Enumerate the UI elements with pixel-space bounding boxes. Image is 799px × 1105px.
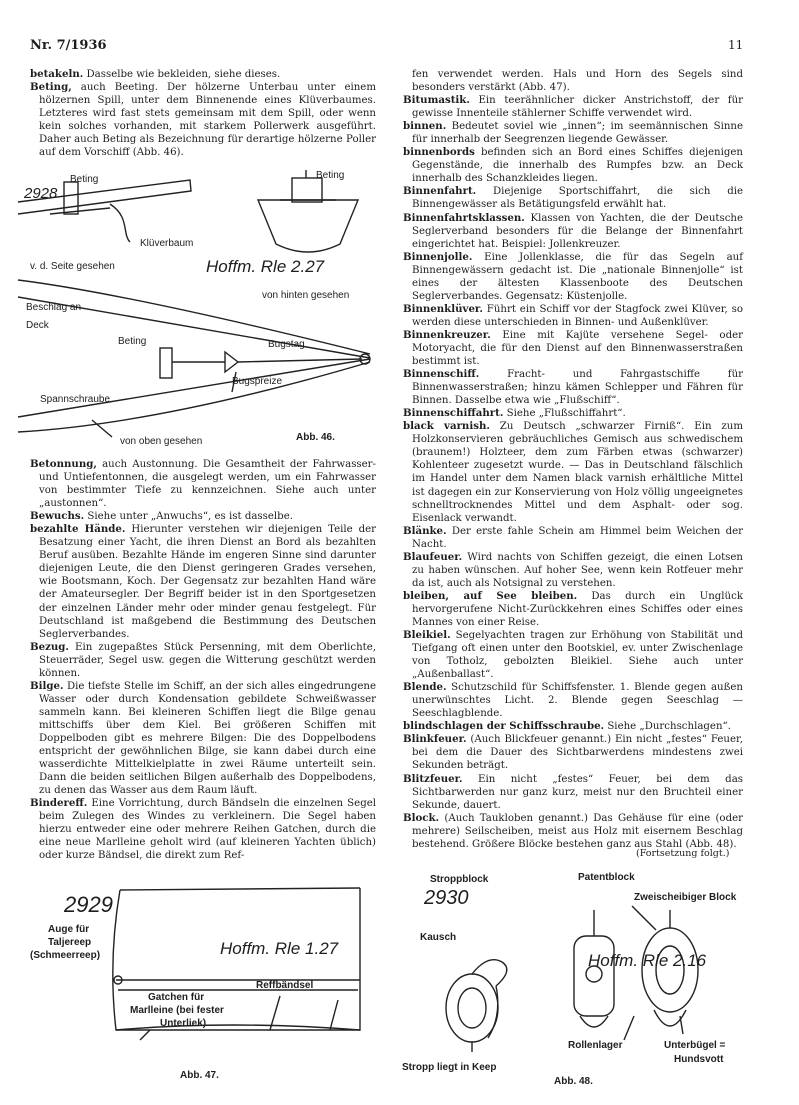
- label-kluverbaum: Klüverbaum: [140, 238, 194, 249]
- entry: [403, 212, 743, 251]
- label-kausch: Kausch: [420, 932, 457, 943]
- entry: [403, 94, 743, 120]
- entry-term: Bezug.: [30, 640, 69, 653]
- entry-text: auch Beeting. Der hölzerne Unterbau unter einem hölzernen Spill, unter dem Binnenende eines Klüverbaumes. Letzteres wird fast stets gemeinsam mit dem Spill, oder wenn kein solches vorhanden, mit starkem Pollerwerk ausgeführt. Daher auch Beting als Bezeichnung für derartige hölzerne Poller auf dem Vorschiff (Abb. 46).: [39, 82, 376, 159]
- label-side-view: v. d. Seite gesehen: [30, 261, 115, 272]
- entry-term: betakeln.: [30, 68, 84, 80]
- entry-text: Wird nachts von Schiffen gezeigt, die einen Lotsen zu haben wünschen. Auf hoher See, wenn kein Rotfeuer mehr da ist, auch als Notsignal zu verstehen.: [412, 551, 743, 589]
- entry-text: Bedeutet soviel wie „innen“; im seemännischen Sinne für innerhalb der Seegrenzen liegende Gewässer.: [412, 121, 743, 146]
- entry-term: Blitzfeuer.: [403, 772, 463, 785]
- handwritten-number-46: 2928: [24, 185, 58, 202]
- label-bugspreize: Bugspreize: [232, 376, 283, 387]
- label-auge: Auge für: [48, 924, 90, 935]
- label-stropp: Stropp liegt in Keep: [402, 1062, 497, 1073]
- label-rollenlager: Rollenlager: [568, 1040, 623, 1051]
- entry-term: blindschlagen der Schiffsschraube.: [403, 720, 605, 733]
- entry-term: Binnenschiffahrt.: [403, 407, 504, 420]
- entry: [403, 303, 743, 329]
- entry-text: Führt ein Schiff vor der Stagfock zwei Klüver, so werden diese unterschieden in Binnen- und Außenklüver.: [412, 303, 743, 328]
- entry-term: bleiben, auf See bleiben.: [403, 589, 578, 602]
- entry: [403, 551, 743, 590]
- entry: [403, 812, 743, 851]
- entry-text: Eine Jollenklasse, die für das Segeln auf Binnengewässern gedacht ist. Die „nationale Binnenjolle“ ist eines der ältesten Klassenboote des Deutschen Seglerverbandes. Gegensatz: Küstenjolle.: [412, 251, 743, 302]
- entry-term: Blaufeuer.: [403, 550, 463, 563]
- entry: [403, 681, 743, 720]
- label-zweischeibig: Zweischeibiger Block: [634, 892, 737, 903]
- page-number: 11: [728, 38, 744, 52]
- entry: [403, 251, 743, 303]
- entry-text: befinden sich an Bord eines Schiffes diejenigen Gegenstände, die innerhalb des Rumpfes bzw. an Deck innerhalb des Schanzkleides liegen.: [412, 147, 743, 185]
- label-unterbugel-2: Hundsvott: [674, 1054, 724, 1065]
- continuation-note: (Fortsetzung folgt.): [636, 848, 730, 859]
- entry-term: Bilge.: [30, 679, 64, 692]
- label-top-view: von oben gesehen: [120, 436, 203, 447]
- left-column-bottom: [30, 458, 376, 862]
- entry-text: Dasselbe wie bekleiden, siehe dieses.: [83, 69, 281, 80]
- entry: [30, 523, 376, 640]
- figure-46-drawing: [10, 162, 382, 452]
- entry-text: Zu Deutsch „schwarzer Firniß“. Ein zum Holzkonservieren gebräuchliches Gemisch aus schwedischem (braunem!) Holzteer, dem zum Färben etwas (schwarzer) Kohlenteer zugesetzt wurde. — Das in Deutschland fälschlich im Handel unter dem Namen black varnish erhältliche Mittel ist dagegen ein zur Konservierung von Holz völlig ungeeignetes schnelltrocknendes Mittel und dem Asphalt- oder sog. Eisenlack verwandt.: [412, 421, 743, 524]
- entry-term: Betonnung,: [30, 458, 97, 470]
- entry-term: Binnenfahrtsklassen.: [403, 211, 525, 224]
- entry: [403, 146, 743, 185]
- entry-term: Blende.: [403, 681, 447, 694]
- entry-term: Binnenkreuzer.: [403, 328, 491, 341]
- entry-term: Binnenklüver.: [403, 302, 483, 315]
- label-unterbugel-1: Unterbügel =: [664, 1040, 726, 1051]
- entry: [403, 773, 743, 812]
- entry-term: Binnenschiff.: [403, 368, 480, 381]
- handwritten-number-47: 2929: [64, 892, 113, 917]
- label-beschlag: Beschlag an: [26, 302, 82, 313]
- entry-text: Das durch ein Unglück hervorgerufene Nicht-Zurückkehren eines Schiffes oder eines Mannes von einer Reise.: [412, 590, 743, 628]
- entry: [403, 368, 743, 407]
- entry: [403, 525, 743, 551]
- entry-text: Ein nicht „festes“ Feuer, bei dem das Sichtbarwerden nur ganz kurz, meist nur den Bruchteil einer Sekunde, dauert.: [412, 773, 743, 811]
- figure-46: [10, 162, 382, 452]
- label-beting-back: Beting: [316, 170, 345, 181]
- figure-48-caption: Abb. 48.: [554, 1076, 593, 1087]
- label-spannschraube: Spannschraube: [40, 394, 111, 405]
- label-patentblock: Patentblock: [578, 872, 635, 883]
- label-reffbandsel: Reffbändsel: [256, 980, 314, 991]
- entry-term: Binnenjolle.: [403, 250, 473, 263]
- entry-term: Blänke.: [403, 524, 447, 537]
- entry-text: (Auch Taukloben genannt.) Das Gehäuse für eine (oder mehrere) Seilscheiben, meist aus Holz mit eisernem Beschlag bestehend. Größere Blöcke bestehen ganz aus Stahl (Abb. 48).: [412, 812, 743, 850]
- figure-48: [398, 866, 778, 1090]
- entry-text: Ein teerähnlicher dicker Anstrichstoff, der für gewisse Innenteile stählerner Schiffe verwendet wird.: [412, 95, 743, 120]
- entry-text: Segelyachten tragen zur Erhöhung von Stabilität und Tiefgang oft einen unter den Bootskiel, ev. unter Zwischenlage von Totholz, gebolzten Bleikiel. Siehe auch unter „Außenballast“.: [412, 630, 743, 681]
- entry-term: Bewuchs.: [30, 510, 85, 523]
- entry-continuation: fen verwendet werden. Hals und Horn des Segels sind besonders verstärkt (Abb. 47).: [412, 69, 743, 94]
- entry-text: Der erste fahle Schein am Himmel beim Weichen der Nacht.: [412, 525, 743, 550]
- label-gatchen-2: Marlleine (bei fester: [130, 1005, 224, 1016]
- entry: [30, 81, 376, 159]
- entry-text: Eine Vorrichtung, durch Bändseln die einzelnen Segel beim Zulegen des Windes zu verkleinern. Die Segel haben hierzu entweder eine oder mehrere Reihen Gatchen, durch die eine neue Marlleine geholt wird (auf kleineren Yachten üblich) oder kurze Bändsel, die direkt zum Ref-: [39, 798, 376, 862]
- entry-text: Fracht- und Fahrgastschiffe für Binnenwasserstraßen; hinzu kämen Schlepper und Fähren für Binnen. Dasselbe etwa wie „Flußschiff“.: [412, 369, 743, 407]
- entry: [403, 629, 743, 681]
- handwritten-signature-48: Hoffm. Rle 2.16: [588, 951, 707, 970]
- entry-term: binnenbords: [403, 146, 475, 159]
- entry-text: Ein zugepaßtes Stück Persenning, mit dem Oberlichte, Steuerräder, Segel usw. gegen die Witterung geschützt werden können.: [39, 641, 376, 679]
- entry: [30, 680, 376, 797]
- label-beting-top: Beting: [118, 336, 147, 347]
- entry-text: (Auch Blickfeuer genannt.) Ein nicht „festes“ Feuer, bei dem die Dauer des Sichtbarwerdens mindestens zwei Sekunden beträgt.: [412, 734, 743, 772]
- entry-term: Bitumastik.: [403, 94, 470, 107]
- entry-term: Block.: [403, 811, 440, 824]
- entry-term: Bleikiel.: [403, 629, 451, 642]
- label-bugstag: Bugstag: [268, 339, 305, 350]
- entry-term: Bindereff.: [30, 797, 88, 810]
- entry-term: binnen.: [403, 120, 447, 133]
- figure-47: [30, 880, 380, 1090]
- label-gatchen-3: Unterliek): [160, 1018, 207, 1029]
- label-beting-side: Beting: [70, 174, 99, 185]
- entry-text: Klassen von Yachten, die der Deutsche Seglerverband besonders für die Belange der Binnenfahrt eingerichtet hat. Beispiel: Jollenkreuzer.: [412, 212, 743, 250]
- entry: [30, 68, 376, 81]
- entry-term: bezahlte Hände.: [30, 523, 126, 536]
- handwritten-signature-46: Hoffm. Rle 2.27: [206, 257, 325, 276]
- figure-46-caption: Abb. 46.: [296, 432, 335, 443]
- entry-text: Diejenige Sportschiffahrt, die sich die Binnengewässer als Betätigungsfeld erwählt hat.: [412, 186, 743, 211]
- figure-47-caption: Abb. 47.: [180, 1070, 219, 1081]
- entry-text: Schutzschild für Schiffsfenster. 1. Blende gegen außen unerwünschtes Licht. 2. Blende gegen Seeschlag — Seeschlagblende.: [412, 682, 743, 720]
- issue-number: Nr. 7/1936: [30, 38, 107, 53]
- entry: [403, 407, 743, 420]
- entry-text: Eine mit Kajüte versehene Segel- oder Motoryacht, die für den Dienst auf den Binnenwasserstraßen bestimmt ist.: [412, 329, 743, 368]
- label-back-view: von hinten gesehen: [262, 290, 350, 301]
- entry-term: Beting,: [30, 81, 72, 94]
- label-stroppblock: Stroppblock: [430, 874, 489, 885]
- label-deck: Deck: [26, 320, 49, 331]
- entry-text: auch Austonnung. Die Gesamtheit der Fahrwasser- und Untiefentonnen, die ausgelegt werden, um ein Fahrwasser von bestimmter Tiefe zu kennzeichnen. Siehe auch unter „austonnen“.: [39, 459, 376, 510]
- entry: [403, 120, 743, 146]
- entry-text: Die tiefste Stelle im Schiff, an der sich alles eingedrungene Wasser oder durch Kondensation gebildete Schweißwasser sammeln kann. Bei kleineren Schiffen liegt die Bilge genau mittschiffs über dem Kiel. Bei größeren Schiffen mit Doppelboden gibt es mehrere Bilgen: Die des Doppelbodens entspricht der gewöhnlichen Bilge, sie kann dabei durch eine wasserdichte Mittelkielplatte in zwei Räume unterteilt sein. Dann die beiden seitlichen Bilgen außerhalb des Doppelbodens, zu denen das Wasser aus dem Raum läuft.: [39, 680, 376, 797]
- label-gatchen-1: Gatchen für: [148, 992, 205, 1003]
- entry: [30, 510, 376, 523]
- right-column: [403, 68, 743, 851]
- entry: [403, 185, 743, 211]
- entry-text: Siehe unter „Anwuchs“, es ist dasselbe.: [84, 511, 293, 523]
- entry-text: Siehe „Durchschlagen“.: [604, 721, 731, 733]
- figure-48-drawing: [398, 866, 778, 1078]
- entry: [30, 641, 376, 680]
- entry-text: Siehe „Flußschiffahrt“.: [503, 408, 626, 420]
- entry: [403, 420, 743, 524]
- figure-47-drawing: [30, 880, 380, 1080]
- left-column-top: [30, 68, 376, 159]
- entry: [30, 797, 376, 862]
- entry-term: Blinkfeuer.: [403, 733, 467, 746]
- entry-text: Hierunter verstehen wir diejenigen Teile der Besatzung einer Yacht, die ihren Dienst an Bord als bezahlten Beruf ausüben. Bezahlte Hände im engeren Sinne sind darunter diejenigen Leute, die den Dienst geringeren Grades versehen, wie Bootsmann, Koch. Der Gegensatz zur bezahlten Hand wäre der Amateursegler. Der Begriff beider ist in den Sportgesetzen der einzelnen Länder mehr oder minder genau festgelegt. Für Deutschland ist maßgebend die Bestimmung des Deutschen Seglerverbandes.: [39, 524, 377, 640]
- entry: [403, 329, 743, 368]
- handwritten-signature-47: Hoffm. Rle 1.27: [220, 939, 339, 958]
- entry: [403, 590, 743, 629]
- entry: [403, 733, 743, 772]
- label-taljereep: Taljereep: [48, 937, 92, 948]
- entry: [30, 458, 376, 510]
- label-schmeerreep: (Schmeerreep): [30, 950, 101, 961]
- entry-term: black varnish.: [403, 420, 490, 433]
- handwritten-number-48: 2930: [424, 887, 469, 909]
- entry-term: Binnenfahrt.: [403, 185, 477, 198]
- entry: [403, 720, 743, 733]
